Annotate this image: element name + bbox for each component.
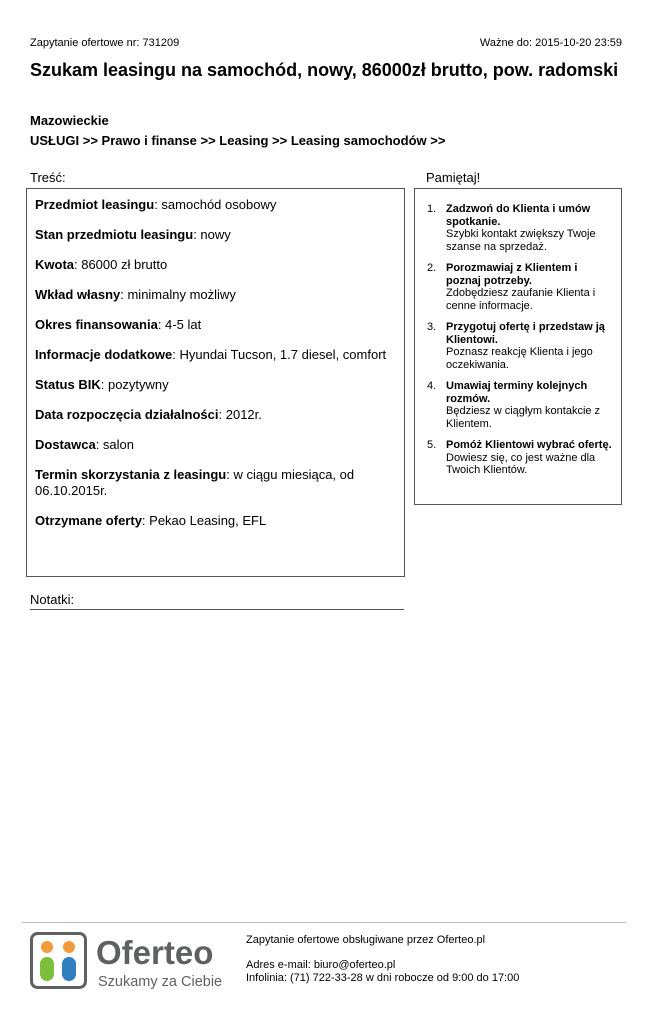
field-key: Dostawca — [35, 437, 96, 452]
footer-divider — [22, 922, 626, 923]
tip-number: 5. — [427, 439, 437, 451]
field-key: Kwota — [35, 257, 74, 272]
field-value: : Hyundai Tucson, 1.7 diesel, comfort — [172, 347, 387, 362]
tip-text: Będziesz w ciągłym kontakcie z Klientem. — [446, 405, 601, 430]
footer-served-by: Zapytanie ofertowe obsługiwane przez Oferteo.pl — [246, 934, 486, 946]
logo-blue-figure — [62, 957, 76, 981]
tip-item — [427, 262, 613, 312]
tip-text: Zdobędziesz zaufanie Klienta i cenne informacje. — [446, 287, 596, 312]
field-down-payment — [35, 287, 404, 303]
content-box — [26, 188, 405, 577]
tip-title: Pomóż Klientowi wybrać ofertę. — [446, 439, 612, 451]
remember-box — [414, 188, 622, 505]
remember-label: Pamiętaj! — [426, 170, 481, 185]
logo-orange-dot — [63, 941, 75, 953]
content-label: Treść: — [30, 170, 66, 185]
valid-until: Ważne do: 2015-10-20 23:59 — [479, 37, 622, 49]
logo-green-figure — [40, 957, 54, 981]
tip-item — [427, 439, 613, 477]
logo-frame — [32, 934, 86, 988]
field-key: Stan przedmiotu leasingu — [35, 227, 194, 242]
tip-text: Szybki kontakt zwiększy Twoje szanse na sprzedaż. — [446, 228, 596, 253]
tip-title: Umawiaj terminy kolejnych rozmów. — [446, 380, 588, 405]
logo-tagline: Szukamy za Ciebie — [98, 974, 223, 990]
tip-number: 1. — [427, 203, 437, 215]
field-leasing-deadline — [35, 467, 404, 499]
field-subject-condition — [35, 227, 404, 243]
field-value: : 2012r. — [218, 407, 262, 422]
field-value: : pozytywny — [100, 377, 169, 392]
field-value: : 86000 zł brutto — [74, 257, 168, 272]
field-key: Otrzymane oferty — [35, 513, 142, 528]
field-value: : salon — [95, 437, 135, 452]
logo-name: Oferteo — [96, 934, 214, 971]
field-key: Przedmiot leasingu — [35, 197, 155, 212]
field-key: Informacje dodatkowe — [35, 347, 173, 362]
field-supplier — [35, 437, 404, 453]
field-key: Okres finansowania — [35, 317, 158, 332]
request-number: Zapytanie ofertowe nr: 731209 — [30, 37, 180, 49]
notes-line — [30, 609, 404, 610]
tip-title: Przygotuj ofertę i przedstaw ją Klientowi. — [446, 321, 605, 346]
field-amount — [35, 257, 404, 273]
field-received-offers — [35, 513, 404, 529]
field-value: : samochód osobowy — [154, 197, 277, 212]
breadcrumb: USŁUGI >> Prawo i finanse >> Leasing >> Leasing samochodów >> — [30, 133, 446, 148]
field-value: : w ciągu miesiąca, od 06.10.2015r. — [35, 467, 355, 498]
field-business-start-date — [35, 407, 404, 423]
field-value: : 4-5 lat — [157, 317, 202, 332]
tip-number: 2. — [427, 262, 437, 274]
footer-hotline: Infolinia: (71) 722-33-28 w dni robocze od 9:00 do 17:00 — [246, 972, 520, 984]
field-key: Status BIK — [35, 377, 101, 392]
field-key: Wkład własny — [35, 287, 121, 302]
field-value: : minimalny możliwy — [120, 287, 236, 302]
tip-text: Poznasz reakcję Klienta i jego oczekiwania. — [446, 346, 593, 371]
field-leasing-subject — [35, 197, 404, 213]
field-additional-info — [35, 347, 404, 363]
oferteo-logo — [30, 932, 240, 992]
tip-text: Dowiesz się, co jest ważne dla Twoich Klientów. — [446, 451, 596, 476]
field-key: Termin skorzystania z leasingu — [35, 467, 227, 482]
logo-orange-dot — [41, 941, 53, 953]
footer-email: Adres e-mail: biuro@oferteo.pl — [246, 959, 396, 971]
tip-number: 4. — [427, 380, 437, 392]
tip-item — [427, 380, 613, 430]
tip-item — [427, 321, 613, 371]
tip-title: Porozmawiaj z Klientem i poznaj potrzeby. — [446, 262, 578, 287]
field-value: : Pekao Leasing, EFL — [141, 513, 267, 528]
field-bik-status — [35, 377, 404, 393]
field-key: Data rozpoczęcia działalności — [35, 407, 219, 422]
field-value: : nowy — [193, 227, 231, 242]
page-title: Szukam leasingu na samochód, nowy, 86000zł brutto, pow. radomski — [30, 60, 619, 80]
tip-title: Zadzwoń do Klienta i umów spotkanie. — [446, 203, 591, 228]
footer-info — [246, 934, 519, 985]
notes-label: Notatki: — [30, 592, 75, 607]
tip-item — [427, 203, 613, 253]
field-financing-period — [35, 317, 404, 333]
tip-number: 3. — [427, 321, 437, 333]
region: Mazowieckie — [30, 113, 109, 128]
